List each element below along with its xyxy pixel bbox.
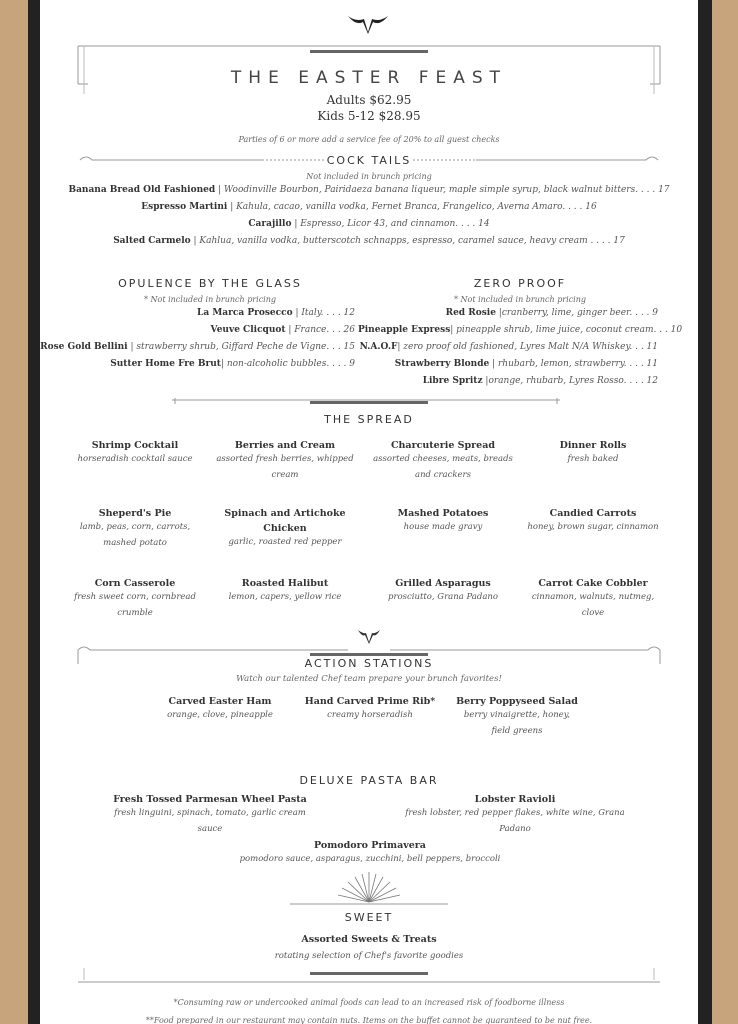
- item-desc: | Woodinville Bourbon, Pairidaeza banana liqueur, maple simple syrup, black walnut bitters. . . . 17: [215, 185, 670, 195]
- sunburst-icon: [290, 868, 448, 908]
- spread-item: [60, 508, 210, 551]
- dish-desc: clove: [581, 608, 605, 618]
- list-item: Rose Gold Bellini | strawberry shrub, Giffard Peche de Vigne. . . 15: [40, 342, 355, 352]
- right-frame: [698, 0, 712, 1024]
- dish-name: Mashed Potatoes: [397, 508, 489, 519]
- action-stations-heading: ACTION STATIONS: [304, 657, 434, 670]
- footer-frame: [40, 968, 698, 992]
- spread-divider: [40, 392, 698, 412]
- pasta-item: [400, 794, 630, 837]
- header-frame: [40, 38, 698, 138]
- list-item: La Marca Prosecco | Italy. . . . 12: [197, 308, 355, 318]
- dish-desc: lamb, peas, corn, carrots,: [79, 522, 191, 532]
- opulence-heading: OPULENCE BY THE GLASS: [118, 277, 302, 290]
- item-name: Banana Bread Old Fashioned: [68, 185, 216, 195]
- dish-name: Hand Carved Prime Rib*: [304, 696, 436, 707]
- cocktails-heading: COCK TAILS: [326, 154, 412, 167]
- item-name: Salted Carmelo: [113, 236, 191, 246]
- list-item: Libre Spritz |orange, rhubarb, Lyres Rosso. . . . 12: [422, 376, 658, 386]
- spread-item: [518, 578, 668, 621]
- list-item: Veuve Clicquot | France. . . 26: [210, 325, 355, 335]
- spread-item: [60, 578, 210, 621]
- dish-desc: mashed potato: [103, 538, 167, 548]
- cocktails-note: Not included in brunch pricing: [306, 172, 432, 181]
- dish-desc: cream: [271, 470, 299, 480]
- dish-name: Charcuterie Spread: [390, 440, 496, 451]
- dish-desc: orange, clove, pineapple: [167, 710, 273, 720]
- dish-desc: fresh sweet corn, cornbread: [74, 592, 196, 602]
- spread-item: [210, 440, 360, 483]
- dish-name: Berries and Cream: [234, 440, 336, 451]
- list-item: [40, 185, 698, 202]
- dish-name: Carrot Cake Cobbler: [538, 578, 648, 589]
- list-item: [40, 236, 698, 253]
- action-stations-note: Watch our talented Chef team prepare your brunch favorites!: [236, 674, 502, 684]
- dish-desc: berry vinaigrette, honey,: [463, 710, 571, 720]
- zero-proof-note: * Not included in brunch pricing: [453, 295, 587, 304]
- spread-item: [368, 508, 518, 535]
- sweet-dish-desc: rotating selection of Chef's favorite goodies: [274, 951, 464, 961]
- dish-desc: field greens: [491, 726, 543, 736]
- list-item: [40, 219, 698, 236]
- sweet-heading: SWEET: [344, 911, 394, 924]
- action-station-item: [295, 696, 445, 723]
- spread-item: [518, 440, 668, 467]
- zero-proof-heading: ZERO PROOF: [473, 277, 567, 290]
- list-item: [40, 202, 698, 219]
- left-frame: [28, 0, 40, 1024]
- opulence-list: [40, 308, 355, 376]
- dish-name: Grilled Asparagus: [395, 578, 491, 589]
- item-desc: | Kahula, cacao, vanilla vodka, Fernet Branca, Frangelico, Averna Amaro. . . . 16: [227, 202, 597, 212]
- menu-title: THE EASTER FEAST: [230, 68, 508, 88]
- dish-desc: garlic, roasted red pepper: [228, 537, 342, 547]
- list-item: Strawberry Blonde | rhubarb, lemon, strawberry. . . . 11: [394, 359, 658, 369]
- dish-desc: pomodoro sauce, asparagus, zucchini, bell peppers, broccoli: [239, 854, 501, 864]
- dish-name: Pomodoro Primavera: [314, 840, 426, 851]
- dish-name-line2: Chicken: [263, 523, 307, 534]
- list-item: Sutter Home Fre Brut| non-alcoholic bubbles. . . . 9: [110, 359, 355, 369]
- spread-item: [518, 508, 668, 535]
- dish-name: Carved Easter Ham: [168, 696, 272, 707]
- dish-name: Candied Carrots: [549, 508, 637, 519]
- spread-item: [60, 440, 210, 467]
- opulence-note: * Not included in brunch pricing: [143, 295, 277, 304]
- dish-desc: house made gravy: [403, 522, 483, 532]
- item-name: Carajillo: [248, 219, 292, 229]
- dish-name: Spinach and Artichoke: [224, 508, 346, 519]
- right-margin: [712, 0, 738, 1024]
- dish-desc: and crackers: [415, 470, 471, 480]
- dish-desc: lemon, capers, yellow rice: [228, 592, 342, 602]
- list-item: Red Rosie |cranberry, lime, ginger beer. . . . 9: [445, 308, 658, 318]
- spread-item: [210, 578, 360, 605]
- pasta-bar-heading: DELUXE PASTA BAR: [299, 774, 439, 787]
- dish-desc: honey, brown sugar, cinnamon: [527, 522, 659, 532]
- raw-food-disclaimer: *Consuming raw or undercooked animal foods can lead to an increased risk of foodborne illness: [173, 998, 565, 1007]
- cocktails-list: [40, 185, 698, 253]
- dish-name: Lobster Ravioli: [474, 794, 556, 805]
- left-margin: [0, 0, 28, 1024]
- dish-desc: fresh linguini, spinach, tomato, garlic cream sauce: [114, 808, 306, 834]
- dish-name: Fresh Tossed Parmesan Wheel Pasta: [113, 794, 307, 805]
- dish-desc: assorted fresh berries, whipped: [216, 454, 354, 464]
- zero-proof-list: [358, 308, 683, 393]
- item-desc: | Espresso, Licor 43, and cinnamon. . . . 14: [291, 219, 490, 229]
- dish-name: Sheperd's Pie: [98, 508, 172, 519]
- action-station-item: [145, 696, 295, 723]
- dish-name: Corn Casserole: [94, 578, 176, 589]
- nut-disclaimer: **Food prepared in our restaurant may contain nuts. Items on the buffet cannot be guaranteed to be nut free.: [145, 1016, 593, 1024]
- spread-item: [368, 578, 518, 605]
- item-name: Espresso Martini: [141, 202, 228, 212]
- spread-heading: THE SPREAD: [324, 413, 414, 426]
- dish-desc: fresh baked: [567, 454, 619, 464]
- dish-desc: creamy horseradish: [327, 710, 413, 720]
- dish-desc: fresh lobster, red pepper flakes, white wine, Grana Padano: [405, 808, 625, 834]
- dish-desc: assorted cheeses, meats, breads: [373, 454, 513, 464]
- menu-page: [40, 0, 698, 1024]
- list-item: N.A.O.F| zero proof old fashioned, Lyres Malt N/A Whiskey. . . 11: [359, 342, 658, 352]
- adults-price: Adults $62.95: [326, 93, 412, 107]
- kids-price: Kids 5-12 $28.95: [317, 109, 421, 123]
- sweet-dish-name: Assorted Sweets & Treats: [301, 934, 437, 945]
- spread-item: [368, 440, 518, 483]
- service-fee-note: Parties of 6 or more add a service fee of 20% to all guest checks: [238, 135, 500, 144]
- item-desc: | Kahlua, vanilla vodka, butterscotch schnapps, espresso, caramel sauce, heavy cream . . . . 17: [190, 236, 625, 246]
- action-station-item: [442, 696, 592, 739]
- dish-desc: prosciutto, Grana Padano: [388, 592, 498, 602]
- spread-item: [210, 508, 360, 550]
- dish-name: Shrimp Cocktail: [91, 440, 179, 451]
- dish-desc: cinnamon, walnuts, nutmeg,: [531, 592, 655, 602]
- dish-name: Roasted Halibut: [241, 578, 329, 589]
- pasta-item: [110, 794, 310, 837]
- pasta-item: [220, 840, 520, 867]
- longhorn-logo-icon: [346, 10, 390, 36]
- list-item: Pineapple Express| pineapple shrub, lime juice, coconut cream. . . 10: [358, 325, 683, 335]
- dish-name: Berry Poppyseed Salad: [456, 696, 578, 707]
- dish-name: Dinner Rolls: [559, 440, 627, 451]
- dish-desc: horseradish cocktail sauce: [77, 454, 193, 464]
- dish-desc: crumble: [117, 608, 153, 618]
